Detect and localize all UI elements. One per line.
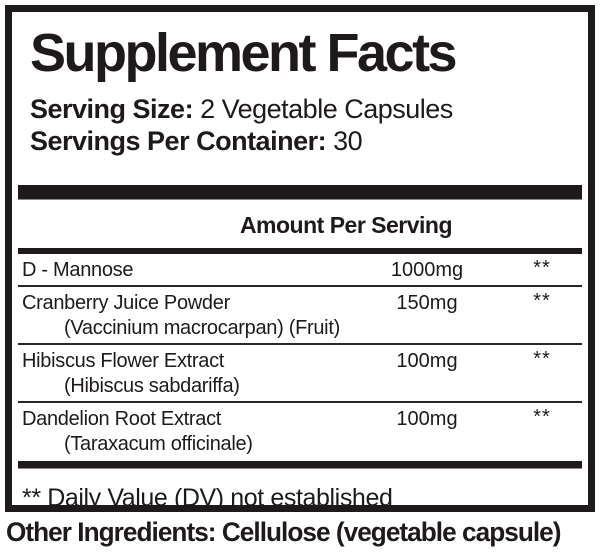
- ingredient-table: [18, 254, 582, 459]
- ingredient-amount: 150mg: [396, 291, 458, 314]
- ingredient-amount: 1000mg: [390, 258, 464, 281]
- table-row: [18, 254, 582, 285]
- table-row: [18, 285, 582, 343]
- ingredient-amount: 100mg: [396, 349, 458, 372]
- top-divider-bar: [18, 185, 582, 200]
- other-ingredients-text: Other Ingredients: Cellulose (vegetable capsule): [6, 517, 561, 547]
- ingredient-name-text: Cranberry Juice Powder: [22, 291, 230, 314]
- ingredient-latin-name: (Taraxacum officinale): [64, 432, 253, 455]
- panel-title: Supplement Facts: [30, 23, 456, 83]
- ingredient-name-text: Dandelion Root Extract: [22, 407, 222, 430]
- ingredient-daily-value: **: [533, 347, 551, 370]
- servings-per-container-line: [30, 126, 582, 158]
- ingredient-name-text: Hibiscus Flower Extract: [22, 349, 225, 372]
- serving-info: [30, 94, 582, 158]
- ingredient-name-text: D - Mannose: [22, 258, 134, 281]
- serving-size-value: 2 Vegetable Capsules: [200, 94, 453, 124]
- ingredient-latin-name: (Hibiscus sabdariffa): [64, 374, 240, 397]
- ingredient-name: [18, 406, 352, 457]
- ingredient-name: [18, 348, 352, 399]
- daily-value-footnote: ** Daily Value (DV) not established: [22, 483, 393, 512]
- ingredient-amount: 100mg: [396, 407, 458, 430]
- ingredient-name: [18, 257, 352, 283]
- ingredient-daily-value: **: [533, 256, 551, 279]
- ingredient-daily-value: **: [533, 289, 551, 312]
- footnote-divider-bar: [18, 461, 582, 469]
- serving-size-line: [30, 94, 582, 126]
- panel-inner: [12, 12, 588, 512]
- amount-per-serving-header: Amount Per Serving: [239, 211, 453, 238]
- ingredient-daily-value: **: [533, 405, 551, 428]
- servings-per-container-value: 30: [333, 125, 363, 156]
- ingredient-name: [18, 290, 352, 341]
- serving-size-label: Serving Size:: [30, 94, 194, 124]
- table-row: [18, 343, 582, 401]
- table-row: [18, 401, 582, 459]
- servings-per-container-label: Servings Per Container:: [30, 125, 327, 156]
- ingredient-latin-name: (Vaccinium macrocarpan) (Fruit): [64, 316, 340, 339]
- supplement-facts-panel: [5, 5, 595, 512]
